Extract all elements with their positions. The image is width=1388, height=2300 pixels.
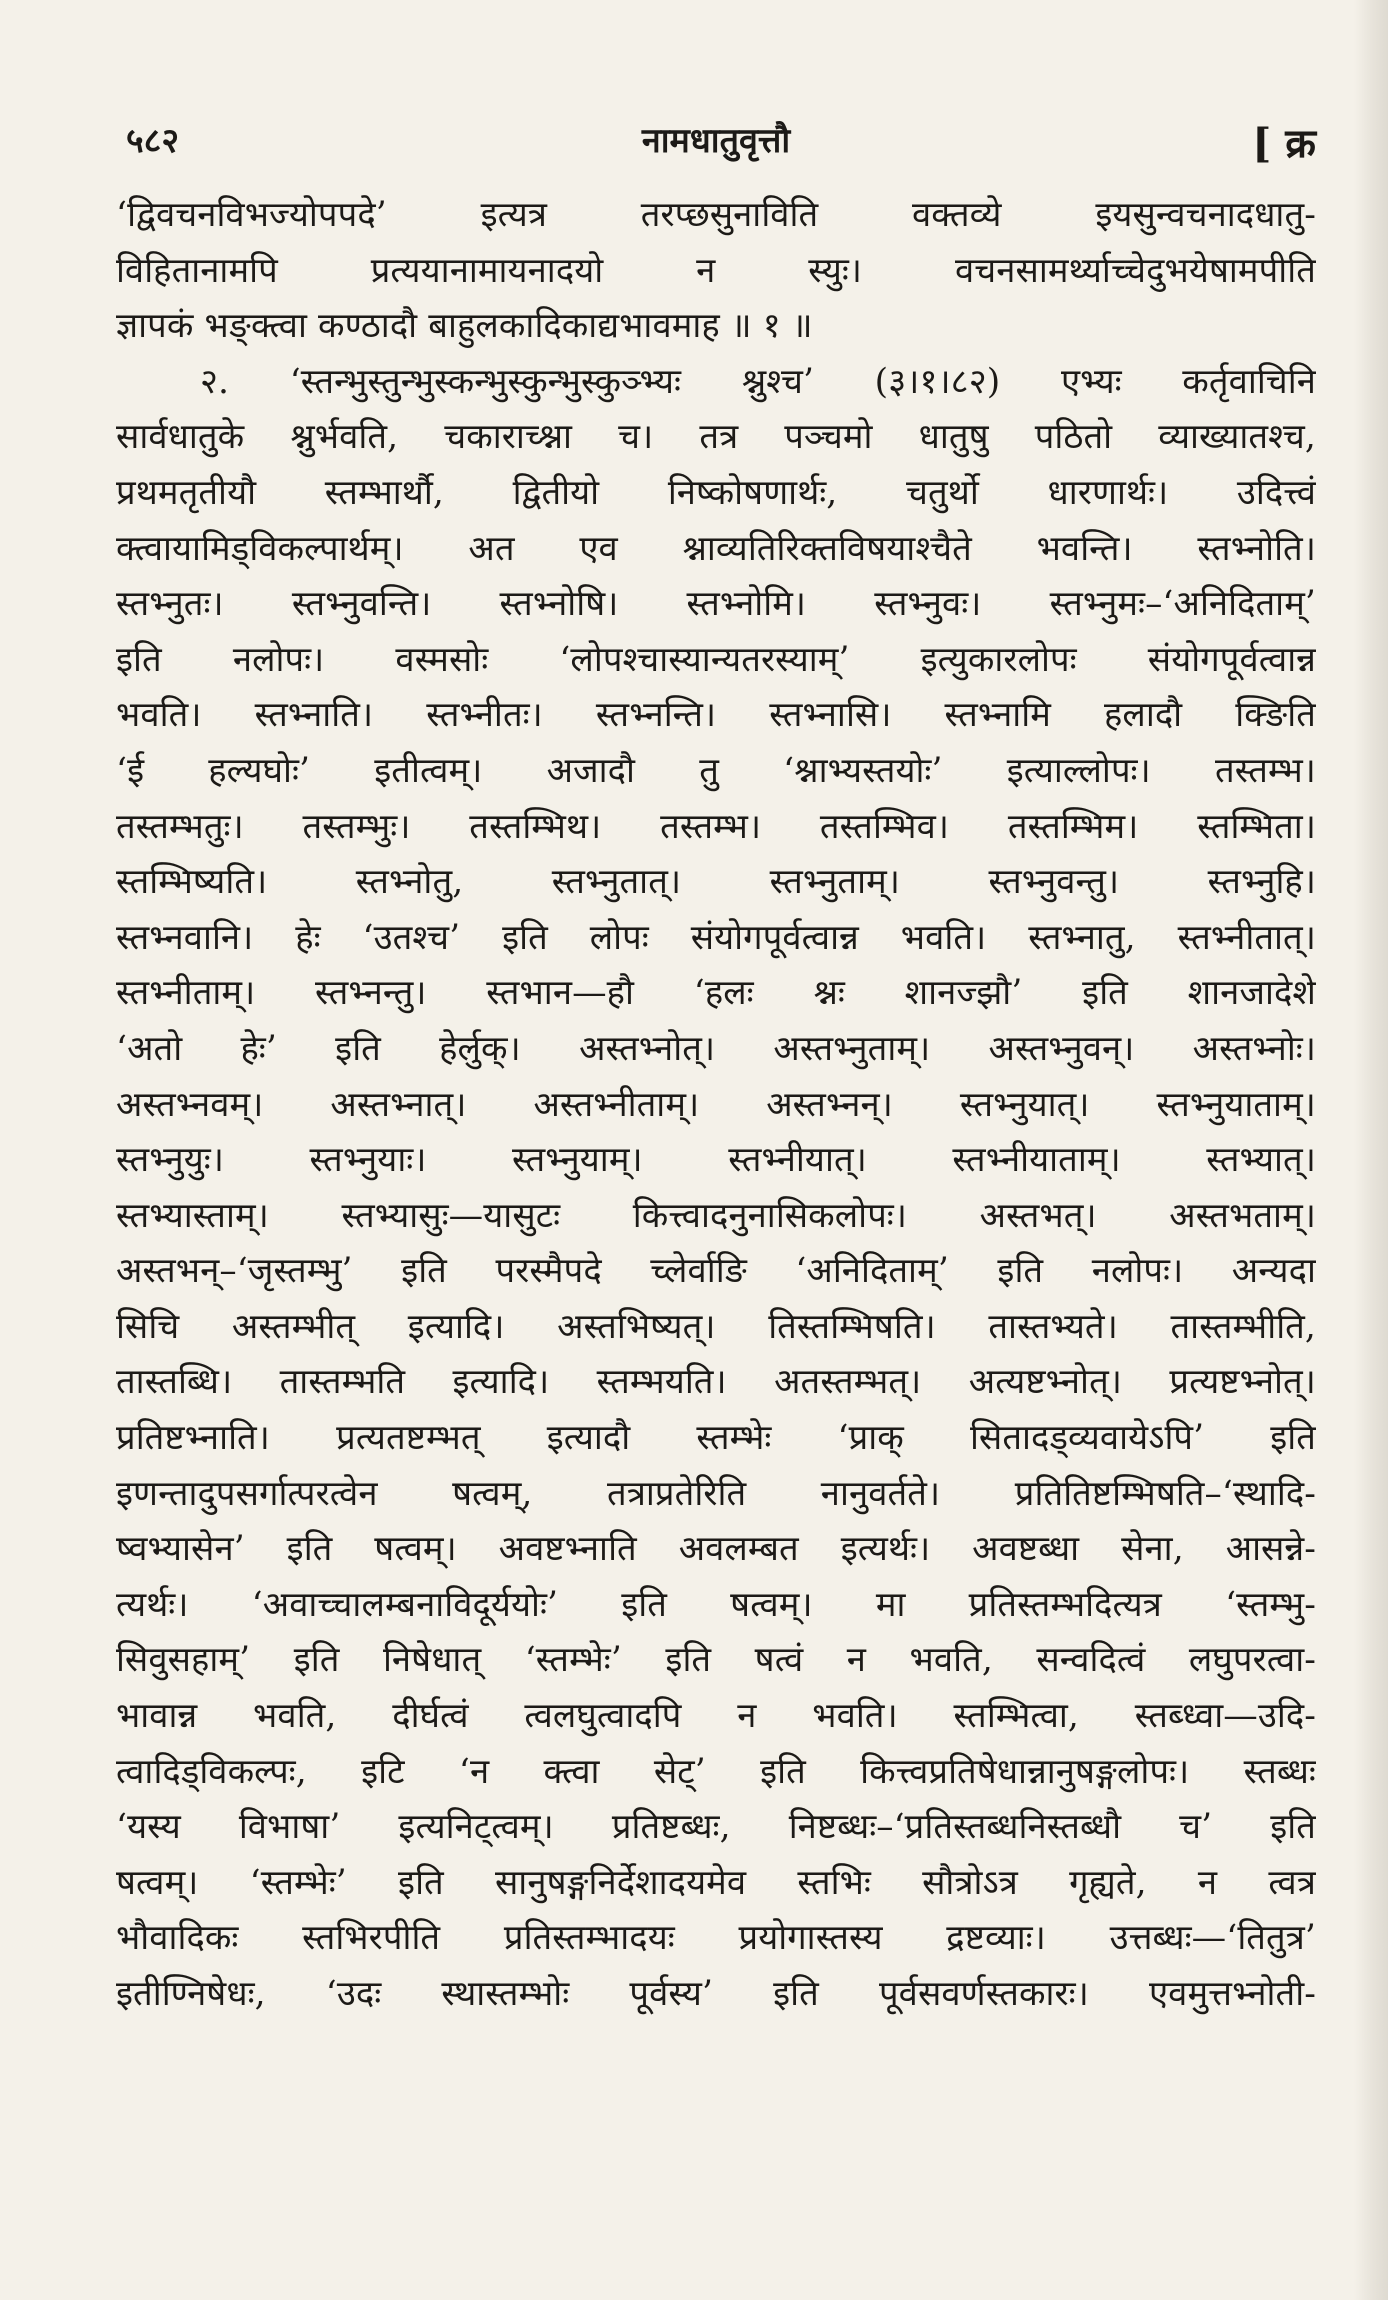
text-line: ‘अतो हेः’ इति हेर्लुक्। अस्तभ्नोत्। अस्तभ्नुताम्। अस्तभ्नुवन्। अस्तभ्नोः। — [116, 1028, 1316, 1069]
text-line: अस्तभन्–‘जृस्तम्भु’ इति परस्मैपदे च्लेर्वाङि ‘अनिदिताम्’ इति नलोपः। अन्यदा — [116, 1251, 1316, 1292]
text-line: तास्तब्धि। तास्तम्भति इत्यादि। स्तम्भयति। अतस्तम्भत्। अत्यष्टभ्नोत्। प्रत्यष्टभ्नोत्। — [116, 1362, 1316, 1403]
text-line: स्तम्भिष्यति। स्तभ्नोतु, स्तभ्नुतात्। स्तभ्नुताम्। स्तभ्नुवन्तु। स्तभ्नुहि। — [116, 862, 1316, 903]
text-line: प्रथमतृतीयौ स्तम्भार्थौ, द्वितीयो निष्कोषणार्थः, चतुर्थो धारणार्थः। उदित्त्वं — [116, 472, 1316, 513]
text-line: ज्ञापकं भङ्क्त्वा कण्ठादौ बाहुलकादिकाद्यभावमाह ॥ १ ॥ — [116, 306, 813, 347]
text-line: इति नलोपः। वस्मसोः ‘लोपश्चास्यान्यतरस्याम्’ इत्युकारलोपः संयोगपूर्वत्वान्न — [116, 639, 1316, 680]
text-line: सिचि अस्तम्भीत् इत्यादि। अस्तभिष्यत्। तिस्तम्भिषति। तास्तभ्यते। तास्तम्भीति, — [116, 1306, 1316, 1347]
text-line: अस्तभ्नवम्। अस्तभ्नात्। अस्तभ्नीताम्। अस्तभ्नन्। स्तभ्नुयात्। स्तभ्नुयाताम्। — [116, 1084, 1316, 1125]
commentary-text — [116, 188, 1316, 2023]
text-line: इतीण्निषेधः, ‘उदः स्थास्तम्भोः पूर्वस्य’ इति पूर्वसवर्णस्तकारः। एवमुत्तभ्नोती- — [116, 1974, 1316, 2014]
text-line: भावान्न भवति, दीर्घत्वं त्वलघुत्वादपि न भवति। स्तम्भित्वा, स्तब्ध्वा—उदि- — [116, 1696, 1316, 1737]
text-line: स्तभ्नुयुः। स्तभ्नुयाः। स्तभ्नुयाम्। स्तभ्नीयात्। स्तभ्नीयाताम्। स्तभ्यात्। — [116, 1140, 1316, 1181]
running-title: नामधातुवृत्तौ — [641, 121, 791, 161]
text-line: स्तभ्नवानि। हेः ‘उतश्च’ इति लोपः संयोगपूर्वत्वान्न भवति। स्तभ्नातु, स्तभ्नीतात्। — [116, 917, 1316, 958]
section-mark: [ क्र — [1252, 120, 1316, 167]
running-header — [116, 108, 1316, 168]
text-line: ष्वभ्यासेन’ इति षत्वम्। अवष्टभ्नाति अवलम्बत इत्यर्थः। अवष्टब्धा सेना, आसन्ने- — [116, 1529, 1316, 1570]
page-number: ५८२ — [126, 121, 180, 161]
text-line: स्तभ्नुतः। स्तभ्नुवन्ति। स्तभ्नोषि। स्तभ्नोमि। स्तभ्नुवः। स्तभ्नुमः–‘अनिदिताम्’ — [116, 584, 1316, 625]
text-line: सिवुसहाम्’ इति निषेधात् ‘स्तम्भेः’ इति षत्वं न भवति, सन्वदित्वं लघुपरत्वा- — [116, 1640, 1316, 1681]
text-line: इणन्तादुपसर्गात्परत्वेन षत्वम्, तत्राप्रतेरिति नानुवर्तते। प्रतितिष्टम्भिषति–‘स्थादि- — [116, 1473, 1316, 1514]
text-line: त्यर्थः। ‘अवाच्चालम्बनाविदूर्ययोः’ इति षत्वम्। मा प्रतिस्तम्भदित्यत्र ‘स्तम्भु- — [116, 1584, 1316, 1625]
text-line: ‘ई हल्यघोः’ इतीत्वम्। अजादौ तु ‘श्नाभ्यस्तयोः’ इत्याल्लोपः। तस्तम्भ। — [116, 750, 1316, 791]
text-line: प्रतिष्टभ्नाति। प्रत्यतष्टम्भत् इत्यादौ स्तम्भेः ‘प्राक् सितादड्व्यवायेऽपि’ इति — [116, 1418, 1316, 1459]
text-line: ‘द्विवचनविभज्योपपदे’ इत्यत्र तरप्छसुनाविति वक्तव्ये इयसुन्वचनादधातु- — [116, 195, 1316, 235]
text-line: त्वादिड्विकल्पः, इटि ‘न क्त्वा सेट्’ इति कित्त्वप्रतिषेधान्नानुषङ्गलोपः। स्तब्धः — [116, 1751, 1316, 1792]
text-line: सार्वधातुके श्नुर्भवति, चकाराच्श्ना च। तत्र पञ्चमो धातुषु पठितो व्याख्यातश्च, — [116, 417, 1316, 458]
text-line: भवति। स्तभ्नाति। स्तभ्नीतः। स्तभ्नन्ति। स्तभ्नासि। स्तभ्नामि हलादौ क्ङिति — [116, 695, 1316, 736]
text-line: विहितानामपि प्रत्ययानामायनादयो न स्युः। वचनसामर्थ्याच्चेदुभयेषामपीति — [116, 250, 1316, 291]
text-line: षत्वम्। ‘स्तम्भेः’ इति सानुषङ्गनिर्देशादयमेव स्तभिः सौत्रोऽत्र गृह्यते, न त्वत्र — [116, 1862, 1316, 1903]
text-line: तस्तम्भतुः। तस्तम्भुः। तस्तम्भिथ। तस्तम्भ। तस्तम्भिव। तस्तम्भिम। स्तम्भिता। — [116, 806, 1316, 847]
page-edge-shadow — [1354, 0, 1388, 2300]
text-line: ‘यस्य विभाषा’ इत्यनिट्त्वम्। प्रतिष्टब्धः, निष्टब्धः–‘प्रतिस्तब्धनिस्तब्धौ च’ इति — [116, 1807, 1316, 1848]
text-line: क्त्वायामिड्विकल्पार्थम्। अत एव श्नाव्यतिरिक्तविषयाश्चैते भवन्ति। स्तभ्नोति। — [116, 528, 1316, 569]
text-line: स्तभ्यास्ताम्। स्तभ्यासुः—यासुटः कित्त्वादनुनासिकलोपः। अस्तभत्। अस्तभताम्। — [116, 1195, 1316, 1236]
text-line: भौवादिकः स्तभिरपीति प्रतिस्तम्भादयः प्रयोगास्तस्य द्रष्टव्याः। उत्तब्धः—‘तितुत्र’ — [116, 1918, 1316, 1959]
text-line: २. ‘स्तन्भुस्तुन्भुस्कन्भुस्कुन्भुस्कुञ्भ्यः श्नुश्च’ (३।१।८२) एभ्यः कर्तृवाचिनि — [200, 361, 1316, 402]
text-line: स्तभ्नीताम्। स्तभ्नन्तु। स्तभान—हौ ‘हलः श्नः शानज्झौ’ इति शानजादेशे — [116, 973, 1316, 1014]
